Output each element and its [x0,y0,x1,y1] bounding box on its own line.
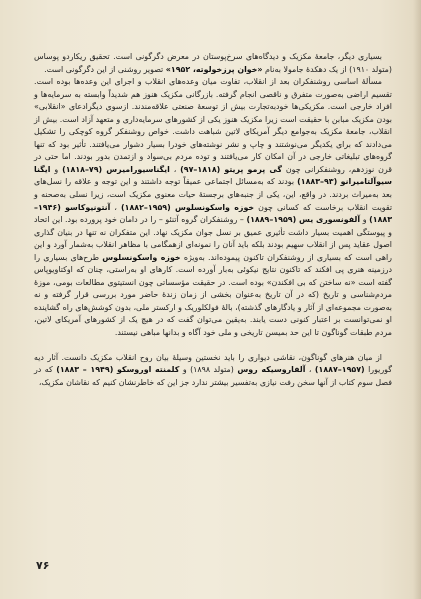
bold-name-run: ایگنا سیوآلتامیرانو (۹۳–۱۸۸۳) [34,164,392,187]
text-run: مسألهٔ اساسی روشنفکران بعد از انقلاب، تفاوت میان وعده‌های انقلاب و اجرای این وعده‌ها بوده است. تقسیم اراضی به‌صورت متفرق و ناقصی انجام گرفته. بازرگانی مکزیک هنوز هم شدیداً وابسته به سرمایه‌ها و افراد خارجی است. مکزیکی‌ها خودبه‌تجارت بیش از توسعهٔ صنعتی علاقه‌مندند. ازسوی دیگرادعای «انقلابی» بودن مکزیک مبابن با حقیقت است زیرا مکزیک هنوز یکی از کشورهای سرمایه‌داری و متعهد آزاد است. بیش از انقلاب، جامعهٔ مکزیک به‌جوامع دیگر آمریکای لاتین شباهت داشت. خواص روشنفکر گروه کوچکی را تشکیل می‌دادند که برای یکدیگر می‌نوشتند و چاپ و نشر نوشته‌های خودرا بسیار دشوار می‌یافتند. تأثیر بود که تنها گروه‌های تبلیغاتی خارجی در آن امکان کار می‌یافتند و توده مردم بی‌سواد و ازتمدن بدور بودند. اما حتی در قرن نوزدهم، روشنفکرانی چون [34,77,393,174]
bold-name-run: گی پرمو پریتو (۱۸۱۸–۹۷) [180,164,282,174]
bold-name-run: ایگناسیورامیرس (۷۹–۱۸۱۸) [62,164,170,174]
page-number: ۷۶ [36,559,50,572]
bold-name-run: آلفونسوری یس (۱۹۵۹–۱۸۸۹) [246,215,361,225]
text-run: و [362,215,367,225]
bold-name-run: «خوان پرزخولوته، ۱۹۵۲» [165,64,263,74]
paragraph [34,352,392,390]
text-run: (متولد ۱۸۹۸) و [182,365,234,375]
bold-name-run: (۱۹۵۷–۱۸۸۷) [314,365,365,375]
text-run: که در فصل سوم کتاب از آنها سخن رفت نیازی به‌تفسیر بیشتر ندارد جز این که خاطرنشان کنیم که نقاشان مکزیک، [34,365,392,387]
paragraph [34,76,392,339]
text-run: ، [114,202,117,212]
text-run: ، [173,164,177,174]
page-spine-shadow [413,0,421,599]
bold-name-run: خوزه واسکونسلوس [102,252,181,262]
paragraph [34,51,392,76]
text-run: از میان هنرهای گوناگون، نقاشی دیواری را باید نخستین وسیلهٔ بیان روح انقلاب مکزیک دانست. آثار دیه گوریورا [34,352,392,375]
text-run: – روشنفکران گروه آتنئو – را در دامان خود پرورده بود. این اتحاد و پیوستگی اهمیت بسیار داشت تأثیری عمیق بر نسل جوان مکزیک نهاد. این متفکران نه تنها در بنیان گذاری اصول عقاید پس از انقلاب سهیم بودند بلکه باید آنان را نمونه‌ای ازهمگامی با مظاهر انقلاب به‌شمار آورد و این راهی است که بسیاری از روشنفکران تاکنون پیموده‌اند. به‌ویژه [34,215,392,262]
text-run: بسیاری دیگر، جامعهٔ مکزیک و دیدگاه‌های سرخ‌پوستان در معرض دگرگونی است. تحقیق ریکاردو پوساس (متولد ۱۹۱۰) از یک دهکدهٔ جامولا به‌نام [34,52,392,74]
text-run: طرح‌های بسیاری را درزمینه هنری پی افکند که تاکنون نتایج نیکوئی به‌بار آورده است. کارهای او به‌راستی، چنان که اوکتاویوپاس گفته است «نه ساختن که بی افکندن» بوده است. در حقیقت مؤسساتی چون انستیتوی مطالعات بومی، موزهٔ مردم‌شناسی و تاریخ (که در آن تاریخ به‌عنوان بخشی از زمان زندهٔ حاضر مورد بررسی قرار گرفته و نه به‌صورت مجموعه‌ای از آثار و یادگارهای گذشته)، بالهٔ فولکلوریک و ارکستر ملی، بدون کوشش‌های راه گشاینده او نمی‌توانست بر اعتبار کنونی دست یابند. به‌یقین می‌توان گفت که در هیچ یک از کشورهای آمریکای لاتین، مردم طبقات گوناگون تا این حد بمیسن تاریخی و ملی خود آگاه و بدانها مباهی نیستند. [34,252,392,338]
text-run: بودند که به‌مسائل اجتماعی عمیقاً توجه داشتند و این توجه و علاقه را نسل‌های بعد به‌میراث بردند. در واقع، این، یکی از جنبه‌های برجستهٔ حیات معنوی مکزیک است، زیرا نسلی به‌صحنه و تقویت انقلاب برخاست که کسانی چون [34,177,393,212]
text-run: و [54,164,59,174]
bold-name-run: خوزه واسکونسلوس (۱۹۵۹–۱۸۸۲) [121,202,255,212]
text-run: تصویر روشنی از این دگرگونی است. [44,64,164,74]
bold-name-run: کلمنته اوروسکو (۱۹۴۹ – ۱۸۸۳) [56,365,180,375]
text-run: ، [308,365,312,375]
body-text [34,51,392,389]
bold-name-run: آنتونیوکاسو (۱۹۴۶–۱۸۸۳) [34,202,393,225]
bold-name-run: آلفاروسیکه روس [237,365,306,375]
